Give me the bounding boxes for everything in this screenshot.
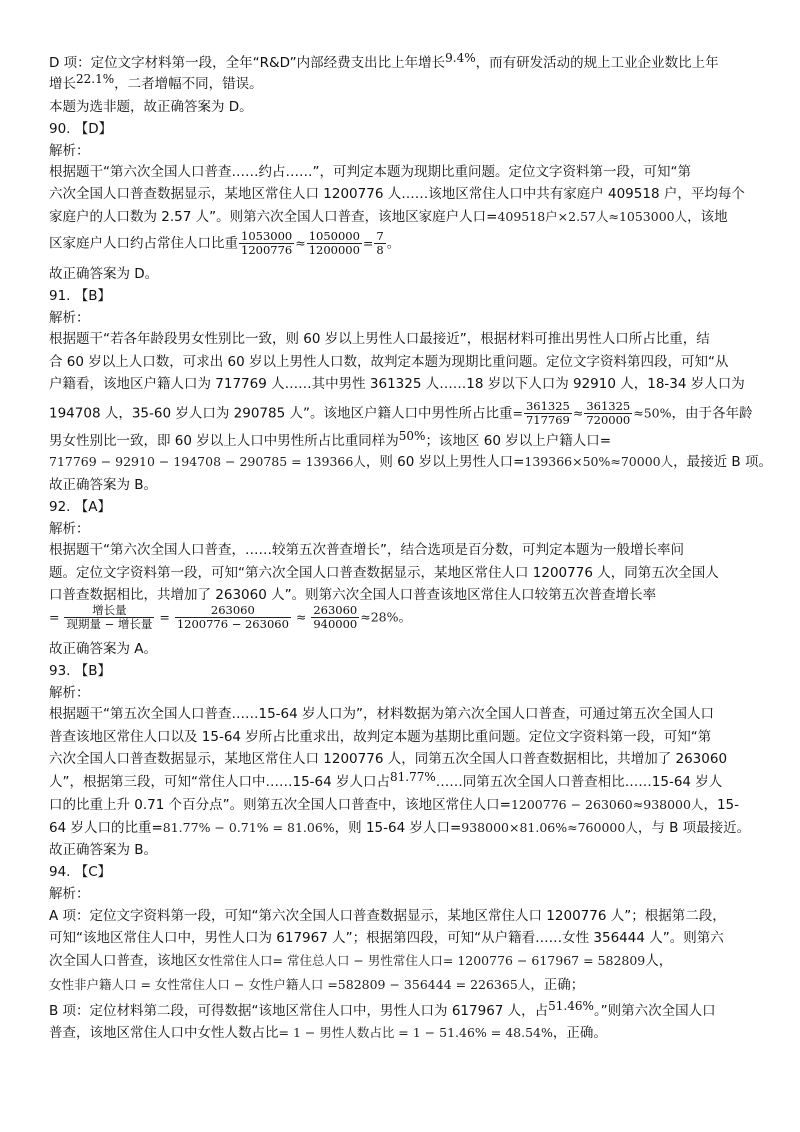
paragraph-line: 增长22.1%，二者增幅不同，错误。: [49, 72, 263, 92]
answer-line: 故正确答案为 D。: [49, 266, 159, 282]
paragraph-line: 口的比重上升 0.71 个百分点”。则第五次全国人口普查中，该地区常住人口=1200776 − 263060≈938000人，15-: [49, 797, 740, 813]
paragraph-line: 次全国人口普查，该地区女性常住人口= 常住总人口 − 男性常住人口= 1200776 − 617967 = 582809人，: [49, 953, 673, 969]
paragraph-line: A 项：定位文字资料第一段，可知“第六次全国人口普查数据显示，某地区常住人口 1200776 人”；根据第二段，: [49, 908, 726, 924]
answer-line: 本题为选非题，故正确答案为 D。: [49, 99, 253, 115]
fraction: $\frac{361325}{720000}$: [586, 399, 631, 427]
paragraph-line: 六次全国人口普查数据显示，某地区常住人口 1200776 人……该地区常住人口中共有家庭户 409518 户，平均每个: [49, 186, 745, 202]
paragraph-line: 女性非户籍人口 = 女性常住人口 − 女性户籍人口 =582809 − 356444 = 226365人，正确；: [49, 977, 585, 993]
paragraph-line: 合 60 岁以上人口数，可求出 60 岁以上男性人口数，故判定本题为现期比重问题。定位文字资料第四段，可知“从: [49, 354, 729, 370]
paragraph-line: 户籍看，该地区户籍人口为 717769 人……其中男性 361325 人……18 岁以下人口为 92910 人，18-34 岁人口为: [49, 376, 745, 392]
answer-line: 故正确答案为 B。: [49, 477, 158, 493]
paragraph-line: 可知“该地区常住人口中，男性人口为 617967 人”；根据第四段，可知“从户籍看……女性 356444 人”。则第六: [49, 930, 724, 946]
paragraph-line: 普查，该地区常住人口中女性人数占比= 1 − 男性人数占比 = 1 − 51.46% = 48.54%，正确。: [49, 1025, 607, 1041]
paragraph-line: D 项：定位文字材料第一段，全年“R&D”内部经费支出比上年增长9.4%，而有研发活动的规上工业企业数比上年: [49, 51, 719, 71]
paragraph-line: 根据题干“第六次全国人口普查，……较第五次普查增长”，结合选项是百分数，可判定本题为一般增长率问: [49, 542, 684, 558]
fraction: $\frac{1050000}{1200000}$: [308, 229, 360, 257]
paragraph-line: 根据题干“第六次全国人口普查……约占……”，可判定本题为现期比重问题。定位文字资料第一段，可知“第: [49, 164, 691, 180]
paragraph-line: 家庭户的人口数为 2.57 人”。则第六次全国人口普查，该地区家庭户人口=409518户×2.57人≈1053000人，该地: [49, 209, 728, 225]
question-number: 92. 【A】: [49, 499, 111, 515]
paragraph-line: 题。定位文字资料第一段，可知“第六次全国人口普查数据显示，某地区常住人口 1200776 人，同第五次全国人: [49, 565, 719, 581]
question-number: 90. 【D】: [49, 121, 113, 137]
paragraph-line: 64 岁人口的比重=81.77% − 0.71% = 81.06%，则 15-64 岁人口=938000×81.06%≈760000人，与 B 项最接近。: [49, 820, 751, 836]
question-number: 93. 【B】: [49, 663, 112, 679]
paragraph-line: 194708 人，35-60 岁人口为 290785 人”。该地区户籍人口中男性所占比重= $\frac{361325}{717769}$ ≈ $\frac{361325}{720000}$ ≈50%，由于各年龄: [49, 399, 753, 427]
paragraph-line: 根据题干“若各年龄段男女性别比一致，则 60 岁以上男性人口最接近”，根据材料可推出男性人口所占比重，结: [49, 331, 710, 347]
fraction: $\frac{\text{增长量}}{\text{现期量 − 增长量}}$: [66, 603, 153, 631]
fraction: $\frac{7}{8}$: [376, 229, 384, 257]
analysis-label: 解析：: [49, 310, 90, 326]
paragraph-line: 口普查数据相比，共增加了 263060 人”。则第六次全国人口普查该地区常住人口较第五次普查增长率: [49, 587, 657, 603]
paragraph-line: 区家庭户人口约占常住人口比重 $\frac{1053000}{1200776}$ ≈ $\frac{1050000}{1200000}$ = $\frac{7}{8}$ 。: [49, 229, 401, 257]
paragraph-line: 普查该地区常住人口以及 15-64 岁所占比重求出，故判定本题为基期比重问题。定位文字资料第一段，可知“第: [49, 729, 712, 745]
question-number: 94. 【C】: [49, 864, 112, 880]
fraction: $\frac{263060}{1200776 - 263060}$: [176, 603, 289, 631]
fraction: $\frac{361325}{717769}$: [525, 399, 570, 427]
analysis-label: 解析：: [49, 521, 90, 537]
analysis-label: 解析：: [49, 685, 90, 701]
answer-line: 故正确答案为 B。: [49, 842, 158, 858]
fraction: $\frac{1053000}{1200776}$: [241, 229, 293, 257]
question-number: 91. 【B】: [49, 288, 112, 304]
analysis-label: 解析：: [49, 886, 90, 902]
paragraph-line: 717769 − 92910 − 194708 − 290785 = 139366人，则 60 岁以上男性人口=139366×50%≈70000人，最接近 B 项。: [49, 454, 772, 470]
paragraph-line: 六次全国人口普查数据显示，某地区常住人口 1200776 人，同第五次全国人口普查数据相比，共增加了 263060: [49, 751, 728, 767]
paragraph-line: B 项：定位材料第二段，可得数据“该地区常住人口中，男性人口为 617967 人，占51.46%。”则第六次全国人口: [49, 999, 716, 1019]
paragraph-line: 人”，根据第三段，可知“常住人口中……15-64 岁人口占81.77%……同第五次全国人口普查相比……15-64 岁人: [49, 770, 723, 790]
analysis-label: 解析：: [49, 143, 90, 159]
paragraph-line: 男女性别比一致，即 60 岁以上人口中男性所占比重同样为50%；该地区 60 岁以上户籍人口=: [49, 429, 612, 449]
answer-line: 故正确答案为 A。: [49, 641, 158, 657]
formula-line: = $\frac{\text{增长量}}{\text{现期量 − 增长量}}$ = $\frac{263060}{1200776 - 263060}$ ≈ $\frac{263060}{940000}$ ≈28%。: [49, 603, 412, 631]
fraction: $\frac{263060}{940000}$: [313, 603, 358, 631]
paragraph-line: 根据题干“第五次全国人口普查……15-64 岁人口为”，材料数据为第六次全国人口普查，可通过第五次全国人口: [49, 706, 715, 722]
